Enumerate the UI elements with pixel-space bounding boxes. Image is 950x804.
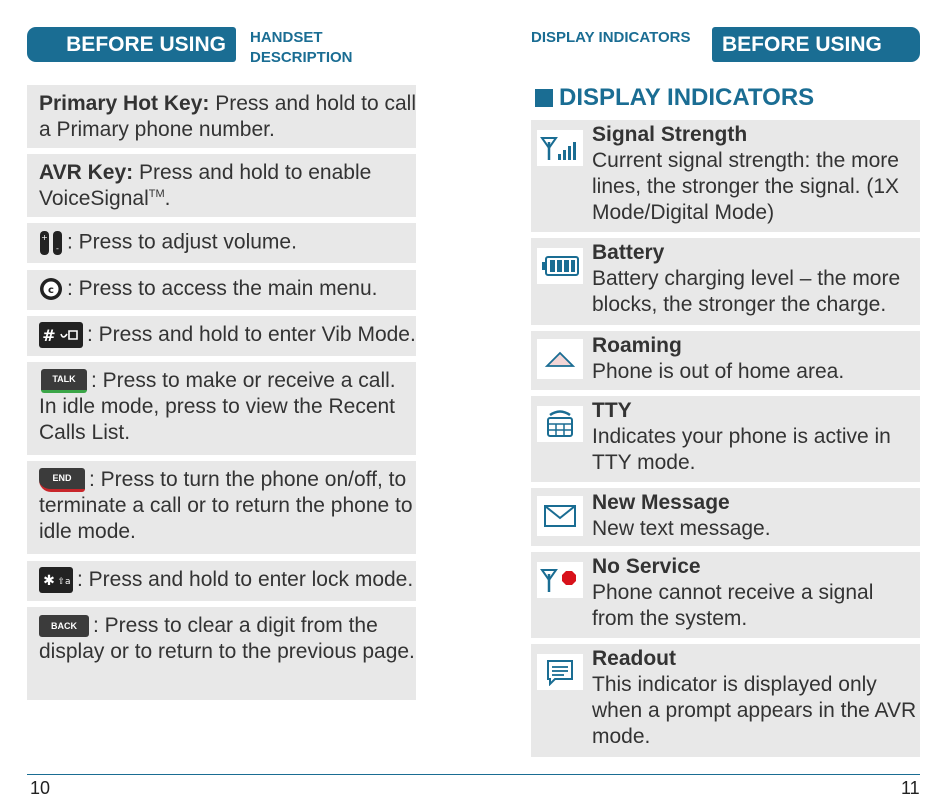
indicator-readout: Readout This indicator is displayed only when a prompt appears in the AVR mode.: [531, 644, 920, 757]
avr-key-row: AVR Key: Press and hold to enable VoiceSignal™.: [27, 154, 416, 217]
indicator-tty: TTY Indicates your phone is active in TTY mode.: [531, 396, 920, 482]
menu-key-icon: [39, 277, 63, 301]
section-heading-display-indicators: DISPLAY INDICATORS: [531, 29, 691, 46]
page-title: DISPLAY INDICATORS: [535, 84, 814, 112]
svg-text:#: #: [42, 326, 56, 346]
svg-text:c: c: [48, 285, 54, 297]
section-heading-handset-description: HANDSET DESCRIPTION: [250, 29, 353, 66]
pound-key-icon: [39, 322, 83, 348]
new-message-icon: [543, 503, 577, 529]
volume-key-icon: [39, 229, 63, 257]
svg-text:✱: ✱: [43, 573, 55, 590]
svg-text:⇧a: ⇧a: [57, 577, 71, 588]
tty-icon: [544, 409, 576, 439]
star-key-icon: [39, 567, 73, 593]
volume-key-row: + - : Press to adjust volume.: [27, 223, 416, 263]
page-number-right: 11: [901, 778, 920, 798]
page-number-left: 10: [30, 778, 51, 798]
before-using-tab-left: BEFORE USING: [27, 27, 236, 62]
back-key-row: BACK : Press to clear a digit from the display or to return to the previous page.: [27, 607, 416, 700]
svg-text:+: +: [41, 233, 48, 242]
readout-icon: [545, 658, 575, 686]
talk-key-row: TALK : Press to make or receive a call. In idle mode, press to view the Recent Calls List.: [27, 362, 416, 455]
signal-strength-icon: [540, 134, 580, 162]
indicator-battery: Battery Battery charging level – the more blocks, the stronger the charge.: [531, 238, 920, 325]
indicator-new-message: New Message New text message.: [531, 488, 920, 546]
battery-icon: [541, 255, 579, 277]
primary-hot-key-row: Primary Hot Key: Press and hold to call a Primary phone number.: [27, 85, 416, 148]
talk-key-icon: TALK: [41, 369, 87, 393]
vib-mode-key-row: # : Press and hold to enter Vib Mode.: [27, 316, 416, 356]
svg-text:-: -: [56, 244, 59, 253]
lock-mode-key-row: ✱ ⇧a : Press and hold to enter lock mode.: [27, 561, 416, 601]
back-key-icon: BACK: [39, 615, 89, 637]
indicator-signal-strength: Signal Strength Current signal strength: the more lines, the stronger the signal. (1X Mode/Digital Mode): [531, 120, 920, 232]
roaming-icon: [544, 348, 576, 370]
no-service-icon: [540, 566, 580, 594]
menu-key-row: c : Press to access the main menu.: [27, 270, 416, 310]
end-key-row: END : Press to turn the phone on/off, to terminate a call or to return the phone to idle mode.: [27, 461, 416, 554]
before-using-tab-right: BEFORE USING: [712, 27, 920, 62]
indicator-roaming: Roaming Phone is out of home area.: [531, 331, 920, 390]
footer-rule: [27, 774, 920, 775]
title-square-icon: [535, 89, 553, 107]
end-key-icon: END: [39, 468, 85, 492]
indicator-no-service: No Service Phone cannot receive a signal from the system.: [531, 552, 920, 638]
